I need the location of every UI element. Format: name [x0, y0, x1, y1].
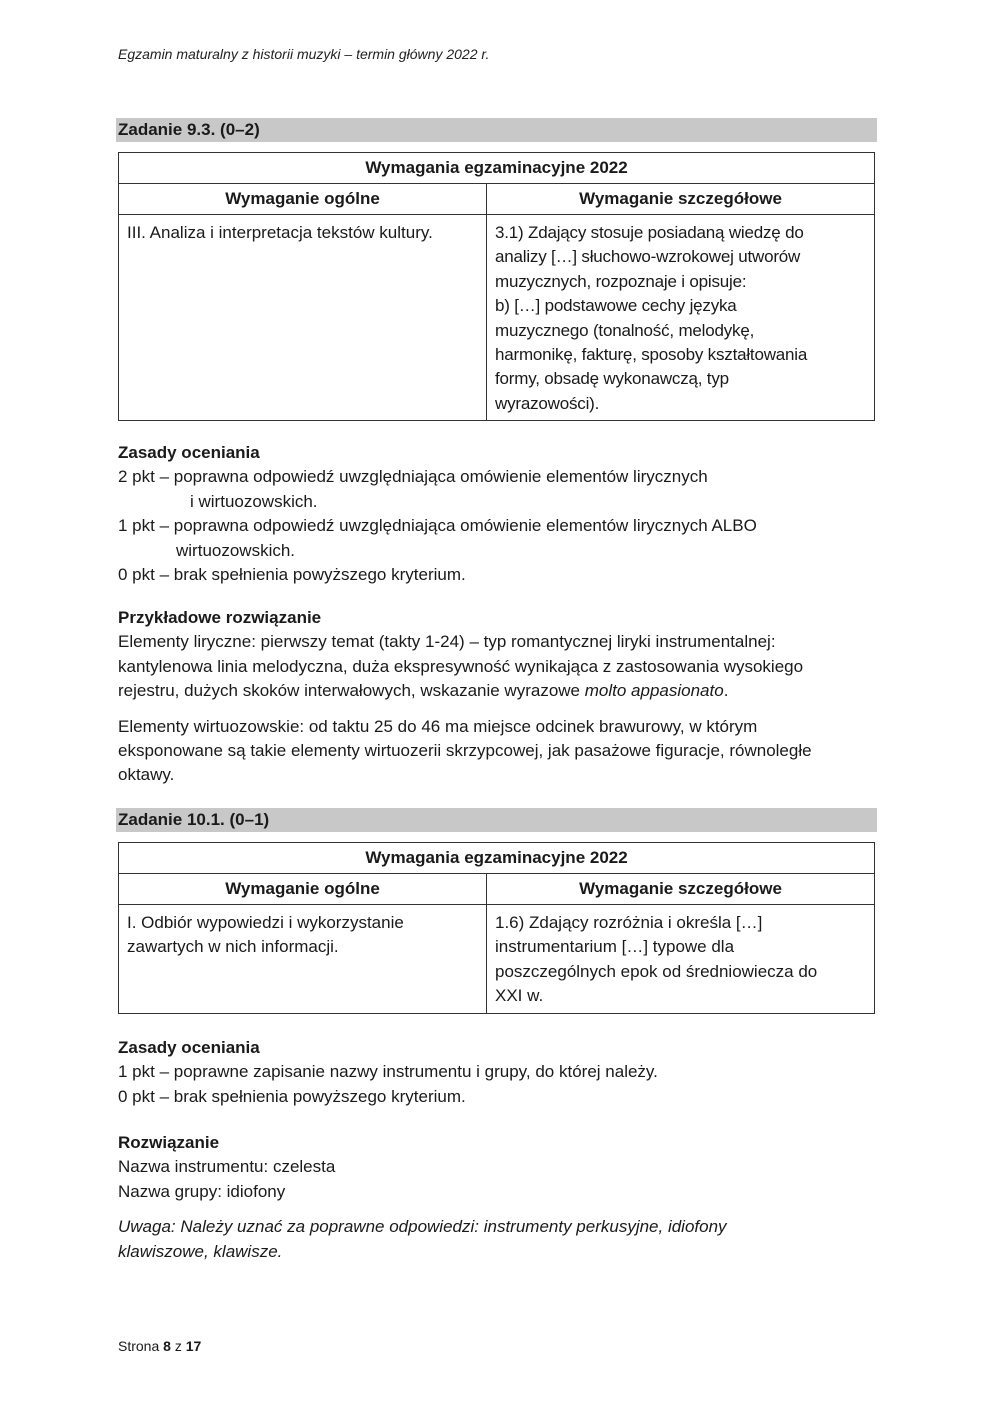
scoring-rule-text: 0 pkt – brak spełnienia powyższego kryterium.	[118, 565, 466, 585]
detailed-requirement-line: poszczególnych epok od średniowiecza do	[495, 961, 818, 981]
footer-total-pages: 17	[185, 1338, 202, 1354]
solution-heading: Przykładowe rozwiązanie	[118, 608, 322, 627]
scoring-rule	[118, 563, 878, 587]
detailed-requirement-line: 3.1) Zdający stosuje posiadaną wiedzę do	[495, 223, 804, 242]
general-requirement-line: III. Analiza i interpretacja tekstów kultury.	[127, 223, 433, 242]
solution-paragraph	[118, 630, 878, 703]
detailed-requirement-line: formy, obsadę wykonawczą, typ	[495, 369, 729, 389]
general-requirement-cell	[119, 905, 487, 1014]
column-header-general: Wymaganie ogólne	[119, 874, 487, 905]
scoring-rule	[118, 514, 878, 563]
scoring-rules-10-1	[118, 1036, 878, 1109]
detailed-requirement-line: XXI w.	[495, 986, 544, 1006]
solution-line: eksponowane są takie elementy wirtuozerii skrzypcowej, jak pasażowe figuracje, równoległe	[118, 741, 812, 761]
column-header-general: Wymaganie ogólne	[119, 184, 487, 215]
solution-line: Nazwa grupy: idiofony	[118, 1181, 286, 1201]
solution-paragraph	[118, 715, 878, 788]
detailed-requirement-line: harmonikę, fakturę, sposoby kształtowania	[495, 345, 808, 365]
requirements-table-9-3	[118, 152, 875, 421]
detailed-requirement-line: 1.6) Zdający rozróżnia i określa […]	[495, 913, 763, 932]
solution-note	[118, 1215, 878, 1264]
scoring-rule	[118, 465, 878, 514]
solution-line: Elementy liryczne: pierwszy temat (takty 1-24) – typ romantycznej liryki instrumentalnej:	[118, 632, 776, 652]
solution-line: Elementy wirtuozowskie: od taktu 25 do 46 ma miejsce odcinek brawurowy, w którym	[118, 716, 758, 736]
column-header-detailed: Wymaganie szczegółowe	[487, 874, 875, 905]
detailed-requirement-line: wyrazowości).	[495, 393, 600, 413]
detailed-requirement-line: muzycznych, rozpoznaje i opisuje:	[495, 271, 747, 291]
page-footer	[118, 1338, 201, 1354]
scoring-rule: 1 pkt – poprawne zapisanie nazwy instrumentu i grupy, do której należy.	[118, 1062, 658, 1082]
footer-prefix: Strona	[118, 1338, 164, 1354]
detailed-requirement-cell	[487, 215, 875, 421]
scoring-rule-text: 1 pkt – poprawna odpowiedź uwzględniająca omówienie elementów lirycznych ALBO	[118, 516, 757, 536]
detailed-requirement-line: b) […] podstawowe cechy języka	[495, 296, 737, 316]
table-caption: Wymagania egzaminacyjne 2022	[119, 843, 875, 874]
scoring-rule-continuation: i wirtuozowskich.	[190, 491, 318, 511]
page-header: Egzamin maturalny z historii muzyki – termin główny 2022 r.	[118, 46, 490, 62]
table-caption: Wymagania egzaminacyjne 2022	[119, 153, 875, 184]
task-label-10-1: Zadanie 10.1. (0–1)	[116, 808, 877, 832]
solution-italic-term: molto appasionato	[584, 681, 724, 701]
footer-page-number: 8	[163, 1338, 171, 1354]
solution-line: Nazwa instrumentu: czelesta	[118, 1157, 336, 1177]
footer-middle: z	[170, 1338, 186, 1354]
sample-solution-9-3	[118, 606, 878, 788]
solution-note-line: klawiszowe, klawisze.	[118, 1241, 283, 1261]
scoring-rule-continuation: wirtuozowskich.	[176, 540, 296, 560]
general-requirement-line: I. Odbiór wypowiedzi i wykorzystanie	[127, 913, 404, 932]
solution-heading: Rozwiązanie	[118, 1133, 220, 1152]
solution-line: rejestru, dużych skoków interwałowych, wskazanie wyrazowe	[118, 681, 585, 701]
scoring-rules-9-3	[118, 441, 878, 587]
requirements-table-10-1	[118, 842, 875, 1014]
solution-note-line: Uwaga: Należy uznać za poprawne odpowiedzi: instrumenty perkusyjne, idiofony	[118, 1217, 727, 1237]
column-header-detailed: Wymaganie szczegółowe	[487, 184, 875, 215]
detailed-requirement-line: analizy […] słuchowo-wzrokowej utworów	[495, 247, 801, 267]
detailed-requirement-cell	[487, 905, 875, 1014]
general-requirement-cell	[119, 215, 487, 421]
scoring-heading: Zasady oceniania	[118, 443, 260, 462]
scoring-heading: Zasady oceniania	[118, 1038, 260, 1057]
solution-line: oktawy.	[118, 765, 175, 785]
solution-10-1	[118, 1131, 878, 1264]
general-requirement-line: zawartych w nich informacji.	[127, 937, 339, 957]
detailed-requirement-line: muzycznego (tonalność, melodykę,	[495, 320, 755, 340]
solution-line: kantylenowa linia melodyczna, duża ekspresywność wynikająca z zastosowania wysokiego	[118, 656, 804, 676]
detailed-requirement-line: instrumentarium […] typowe dla	[495, 937, 735, 957]
scoring-rule-text: 2 pkt – poprawna odpowiedź uwzględniająca omówienie elementów lirycznych	[118, 467, 708, 487]
solution-line-end: .	[723, 681, 729, 701]
task-label-9-3: Zadanie 9.3. (0–2)	[116, 118, 877, 142]
scoring-rule: 0 pkt – brak spełnienia powyższego kryterium.	[118, 1086, 466, 1106]
